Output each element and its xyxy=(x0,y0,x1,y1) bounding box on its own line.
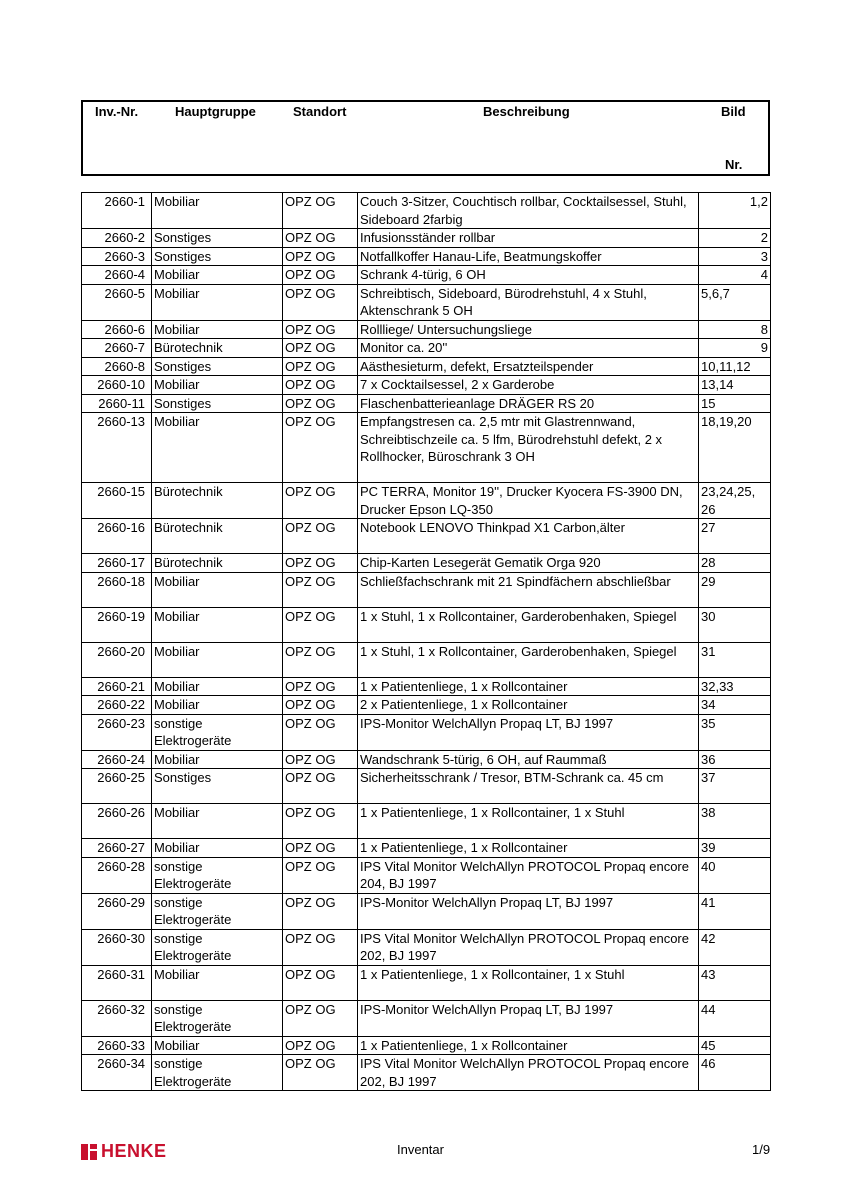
bild-nr-cell: 44 xyxy=(699,1000,771,1036)
beschreibung-cell: IPS-Monitor WelchAllyn Propaq LT, BJ 1997 xyxy=(358,893,699,929)
table-row xyxy=(82,572,771,607)
standort-cell: OPZ OG xyxy=(283,804,358,839)
bild-nr-cell: 23,24,25, 26 xyxy=(699,483,771,519)
hauptgruppe-cell: Mobiliar xyxy=(152,1036,283,1055)
hauptgruppe-cell: Mobiliar xyxy=(152,376,283,395)
hauptgruppe-cell: Mobiliar xyxy=(152,413,283,483)
hauptgruppe-cell: Mobiliar xyxy=(152,696,283,715)
table-row xyxy=(82,1036,771,1055)
header-nr: Nr. xyxy=(725,157,743,172)
beschreibung-cell: Rollliege/ Untersuchungsliege xyxy=(358,320,699,339)
hauptgruppe-cell: Mobiliar xyxy=(152,284,283,320)
table-row xyxy=(82,413,771,483)
table-row xyxy=(82,1000,771,1036)
bild-nr-cell: 43 xyxy=(699,965,771,1000)
standort-cell: OPZ OG xyxy=(283,929,358,965)
hauptgruppe-cell: Mobiliar xyxy=(152,804,283,839)
hauptgruppe-cell: Bürotechnik xyxy=(152,554,283,573)
beschreibung-cell: 1 x Patientenliege, 1 x Rollcontainer xyxy=(358,677,699,696)
bild-nr-cell: 42 xyxy=(699,929,771,965)
beschreibung-cell: IPS-Monitor WelchAllyn Propaq LT, BJ 1997 xyxy=(358,1000,699,1036)
hauptgruppe-cell: sonstige Elektrogeräte xyxy=(152,1000,283,1036)
inv-nr-cell: 2660-1 xyxy=(82,193,152,229)
hauptgruppe-cell: sonstige Elektrogeräte xyxy=(152,929,283,965)
inventory-table-body xyxy=(82,193,771,1091)
logo-text: HENKE xyxy=(101,1141,167,1161)
table-row xyxy=(82,750,771,769)
bild-nr-cell: 40 xyxy=(699,857,771,893)
hauptgruppe-cell: Bürotechnik xyxy=(152,519,283,554)
standort-cell: OPZ OG xyxy=(283,1000,358,1036)
table-row xyxy=(82,642,771,677)
standort-cell: OPZ OG xyxy=(283,413,358,483)
inv-nr-cell: 2660-8 xyxy=(82,357,152,376)
standort-cell: OPZ OG xyxy=(283,1036,358,1055)
beschreibung-cell: Monitor ca. 20'' xyxy=(358,339,699,358)
hauptgruppe-cell: Mobiliar xyxy=(152,607,283,642)
beschreibung-cell: Couch 3-Sitzer, Couchtisch rollbar, Cocktailsessel, Stuhl, Sideboard 2farbig xyxy=(358,193,699,229)
inv-nr-cell: 2660-23 xyxy=(82,714,152,750)
beschreibung-cell: Notebook LENOVO Thinkpad X1 Carbon,älter xyxy=(358,519,699,554)
hauptgruppe-cell: Bürotechnik xyxy=(152,483,283,519)
beschreibung-cell: 1 x Patientenliege, 1 x Rollcontainer, 1 x Stuhl xyxy=(358,804,699,839)
beschreibung-cell: Chip-Karten Lesegerät Gematik Orga 920 xyxy=(358,554,699,573)
standort-cell: OPZ OG xyxy=(283,607,358,642)
beschreibung-cell: Flaschenbatterieanlage DRÄGER RS 20 xyxy=(358,394,699,413)
standort-cell: OPZ OG xyxy=(283,677,358,696)
bild-nr-cell: 30 xyxy=(699,607,771,642)
standort-cell: OPZ OG xyxy=(283,750,358,769)
beschreibung-cell: Empfangstresen ca. 2,5 mtr mit Glastrennwand, Schreibtischzeile ca. 5 lfm, Bürodrehstuhl defekt, 2 x Rollhocker, Büroschrank 3 OH xyxy=(358,413,699,483)
inv-nr-cell: 2660-20 xyxy=(82,642,152,677)
inv-nr-cell: 2660-22 xyxy=(82,696,152,715)
inv-nr-cell: 2660-27 xyxy=(82,839,152,858)
standort-cell: OPZ OG xyxy=(283,284,358,320)
standort-cell: OPZ OG xyxy=(283,572,358,607)
table-row xyxy=(82,483,771,519)
inventory-table xyxy=(81,192,771,1091)
henke-logo xyxy=(81,1141,167,1162)
beschreibung-cell: Wandschrank 5-türig, 6 OH, auf Raummaß xyxy=(358,750,699,769)
beschreibung-cell: IPS Vital Monitor WelchAllyn PROTOCOL Propaq encore 202, BJ 1997 xyxy=(358,1055,699,1091)
bild-nr-cell: 10,11,12 xyxy=(699,357,771,376)
bild-nr-cell: 3 xyxy=(699,247,771,266)
inv-nr-cell: 2660-11 xyxy=(82,394,152,413)
standort-cell: OPZ OG xyxy=(283,857,358,893)
table-row xyxy=(82,247,771,266)
hauptgruppe-cell: Sonstiges xyxy=(152,394,283,413)
bild-nr-cell: 18,19,20 xyxy=(699,413,771,483)
bild-nr-cell: 31 xyxy=(699,642,771,677)
hauptgruppe-cell: sonstige Elektrogeräte xyxy=(152,893,283,929)
hauptgruppe-cell: Sonstiges xyxy=(152,357,283,376)
inv-nr-cell: 2660-26 xyxy=(82,804,152,839)
inv-nr-cell: 2660-4 xyxy=(82,266,152,285)
inv-nr-cell: 2660-10 xyxy=(82,376,152,395)
standort-cell: OPZ OG xyxy=(283,642,358,677)
bild-nr-cell: 13,14 xyxy=(699,376,771,395)
inv-nr-cell: 2660-21 xyxy=(82,677,152,696)
logo-mark-icon xyxy=(81,1144,97,1160)
table-row xyxy=(82,607,771,642)
inv-nr-cell: 2660-7 xyxy=(82,339,152,358)
table-row xyxy=(82,320,771,339)
table-row xyxy=(82,266,771,285)
bild-nr-cell: 27 xyxy=(699,519,771,554)
table-row xyxy=(82,769,771,804)
header-beschreibung: Beschreibung xyxy=(483,104,570,119)
table-row xyxy=(82,394,771,413)
standort-cell: OPZ OG xyxy=(283,893,358,929)
bild-nr-cell: 2 xyxy=(699,229,771,248)
table-row xyxy=(82,893,771,929)
bild-nr-cell: 36 xyxy=(699,750,771,769)
beschreibung-cell: Infusionsständer rollbar xyxy=(358,229,699,248)
hauptgruppe-cell: Mobiliar xyxy=(152,965,283,1000)
beschreibung-cell: 1 x Patientenliege, 1 x Rollcontainer, 1 x Stuhl xyxy=(358,965,699,1000)
inv-nr-cell: 2660-30 xyxy=(82,929,152,965)
table-row xyxy=(82,696,771,715)
bild-nr-cell: 29 xyxy=(699,572,771,607)
bild-nr-cell: 35 xyxy=(699,714,771,750)
inv-nr-cell: 2660-33 xyxy=(82,1036,152,1055)
beschreibung-cell: Schließfachschrank mit 21 Spindfächern abschließbar xyxy=(358,572,699,607)
hauptgruppe-cell: Sonstiges xyxy=(152,769,283,804)
bild-nr-cell: 38 xyxy=(699,804,771,839)
beschreibung-cell: Sicherheitsschrank / Tresor, BTM-Schrank ca. 45 cm xyxy=(358,769,699,804)
beschreibung-cell: Schrank 4-türig, 6 OH xyxy=(358,266,699,285)
bild-nr-cell: 9 xyxy=(699,339,771,358)
table-row xyxy=(82,376,771,395)
table-row xyxy=(82,357,771,376)
hauptgruppe-cell: sonstige Elektrogeräte xyxy=(152,1055,283,1091)
inv-nr-cell: 2660-28 xyxy=(82,857,152,893)
hauptgruppe-cell: Mobiliar xyxy=(152,750,283,769)
inv-nr-cell: 2660-19 xyxy=(82,607,152,642)
standort-cell: OPZ OG xyxy=(283,247,358,266)
table-row xyxy=(82,229,771,248)
standort-cell: OPZ OG xyxy=(283,229,358,248)
beschreibung-cell: IPS Vital Monitor WelchAllyn PROTOCOL Propaq encore 204, BJ 1997 xyxy=(358,857,699,893)
bild-nr-cell: 45 xyxy=(699,1036,771,1055)
inv-nr-cell: 2660-18 xyxy=(82,572,152,607)
table-row xyxy=(82,193,771,229)
beschreibung-cell: PC TERRA, Monitor 19'', Drucker Kyocera FS-3900 DN, Drucker Epson LQ-350 xyxy=(358,483,699,519)
beschreibung-cell: Aästhesieturm, defekt, Ersatzteilspender xyxy=(358,357,699,376)
standort-cell: OPZ OG xyxy=(283,320,358,339)
hauptgruppe-cell: Mobiliar xyxy=(152,320,283,339)
hauptgruppe-cell: Sonstiges xyxy=(152,247,283,266)
standort-cell: OPZ OG xyxy=(283,394,358,413)
table-row xyxy=(82,839,771,858)
standort-cell: OPZ OG xyxy=(283,696,358,715)
standort-cell: OPZ OG xyxy=(283,483,358,519)
beschreibung-cell: Notfallkoffer Hanau-Life, Beatmungskoffer xyxy=(358,247,699,266)
inv-nr-cell: 2660-15 xyxy=(82,483,152,519)
table-row xyxy=(82,554,771,573)
bild-nr-cell: 8 xyxy=(699,320,771,339)
page-number: 1/9 xyxy=(752,1142,771,1157)
table-row xyxy=(82,339,771,358)
standort-cell: OPZ OG xyxy=(283,519,358,554)
hauptgruppe-cell: Mobiliar xyxy=(152,266,283,285)
hauptgruppe-cell: Mobiliar xyxy=(152,193,283,229)
bild-nr-cell: 28 xyxy=(699,554,771,573)
bild-nr-cell: 5,6,7 xyxy=(699,284,771,320)
beschreibung-cell: IPS-Monitor WelchAllyn Propaq LT, BJ 1997 xyxy=(358,714,699,750)
bild-nr-cell: 1,2 xyxy=(699,193,771,229)
standort-cell: OPZ OG xyxy=(283,376,358,395)
table-row xyxy=(82,965,771,1000)
bild-nr-cell: 46 xyxy=(699,1055,771,1091)
inv-nr-cell: 2660-29 xyxy=(82,893,152,929)
table-row xyxy=(82,929,771,965)
bild-nr-cell: 32,33 xyxy=(699,677,771,696)
inv-nr-cell: 2660-34 xyxy=(82,1055,152,1091)
standort-cell: OPZ OG xyxy=(283,839,358,858)
standort-cell: OPZ OG xyxy=(283,554,358,573)
inv-nr-cell: 2660-32 xyxy=(82,1000,152,1036)
inv-nr-cell: 2660-6 xyxy=(82,320,152,339)
beschreibung-cell: 1 x Patientenliege, 1 x Rollcontainer xyxy=(358,839,699,858)
bild-nr-cell: 41 xyxy=(699,893,771,929)
hauptgruppe-cell: Mobiliar xyxy=(152,642,283,677)
standort-cell: OPZ OG xyxy=(283,1055,358,1091)
beschreibung-cell: Schreibtisch, Sideboard, Bürodrehstuhl, 4 x Stuhl, Aktenschrank 5 OH xyxy=(358,284,699,320)
hauptgruppe-cell: Sonstiges xyxy=(152,229,283,248)
inv-nr-cell: 2660-16 xyxy=(82,519,152,554)
header-hauptgruppe: Hauptgruppe xyxy=(175,104,256,119)
table-row xyxy=(82,677,771,696)
table-row xyxy=(82,1055,771,1091)
standort-cell: OPZ OG xyxy=(283,193,358,229)
hauptgruppe-cell: sonstige Elektrogeräte xyxy=(152,857,283,893)
standort-cell: OPZ OG xyxy=(283,266,358,285)
beschreibung-cell: 2 x Patientenliege, 1 x Rollcontainer xyxy=(358,696,699,715)
table-row xyxy=(82,857,771,893)
header-inv-nr: Inv.-Nr. xyxy=(95,104,139,119)
table-header-box xyxy=(81,100,770,176)
bild-nr-cell: 4 xyxy=(699,266,771,285)
inv-nr-cell: 2660-5 xyxy=(82,284,152,320)
standort-cell: OPZ OG xyxy=(283,714,358,750)
hauptgruppe-cell: Mobiliar xyxy=(152,572,283,607)
bild-nr-cell: 15 xyxy=(699,394,771,413)
bild-nr-cell: 34 xyxy=(699,696,771,715)
inv-nr-cell: 2660-13 xyxy=(82,413,152,483)
table-row xyxy=(82,519,771,554)
hauptgruppe-cell: Bürotechnik xyxy=(152,339,283,358)
inv-nr-cell: 2660-3 xyxy=(82,247,152,266)
beschreibung-cell: 1 x Patientenliege, 1 x Rollcontainer xyxy=(358,1036,699,1055)
standort-cell: OPZ OG xyxy=(283,357,358,376)
inv-nr-cell: 2660-17 xyxy=(82,554,152,573)
beschreibung-cell: 7 x Cocktailsessel, 2 x Garderobe xyxy=(358,376,699,395)
inv-nr-cell: 2660-2 xyxy=(82,229,152,248)
inv-nr-cell: 2660-25 xyxy=(82,769,152,804)
standort-cell: OPZ OG xyxy=(283,339,358,358)
table-row xyxy=(82,714,771,750)
beschreibung-cell: IPS Vital Monitor WelchAllyn PROTOCOL Propaq encore 202, BJ 1997 xyxy=(358,929,699,965)
hauptgruppe-cell: Mobiliar xyxy=(152,839,283,858)
beschreibung-cell: 1 x Stuhl, 1 x Rollcontainer, Garderobenhaken, Spiegel xyxy=(358,642,699,677)
footer-title: Inventar xyxy=(397,1142,444,1157)
hauptgruppe-cell: sonstige Elektrogeräte xyxy=(152,714,283,750)
inv-nr-cell: 2660-24 xyxy=(82,750,152,769)
table-row xyxy=(82,804,771,839)
standort-cell: OPZ OG xyxy=(283,965,358,1000)
table-row xyxy=(82,284,771,320)
standort-cell: OPZ OG xyxy=(283,769,358,804)
header-standort: Standort xyxy=(293,104,347,119)
beschreibung-cell: 1 x Stuhl, 1 x Rollcontainer, Garderobenhaken, Spiegel xyxy=(358,607,699,642)
bild-nr-cell: 39 xyxy=(699,839,771,858)
bild-nr-cell: 37 xyxy=(699,769,771,804)
hauptgruppe-cell: Mobiliar xyxy=(152,677,283,696)
inv-nr-cell: 2660-31 xyxy=(82,965,152,1000)
header-bild: Bild xyxy=(721,104,746,119)
